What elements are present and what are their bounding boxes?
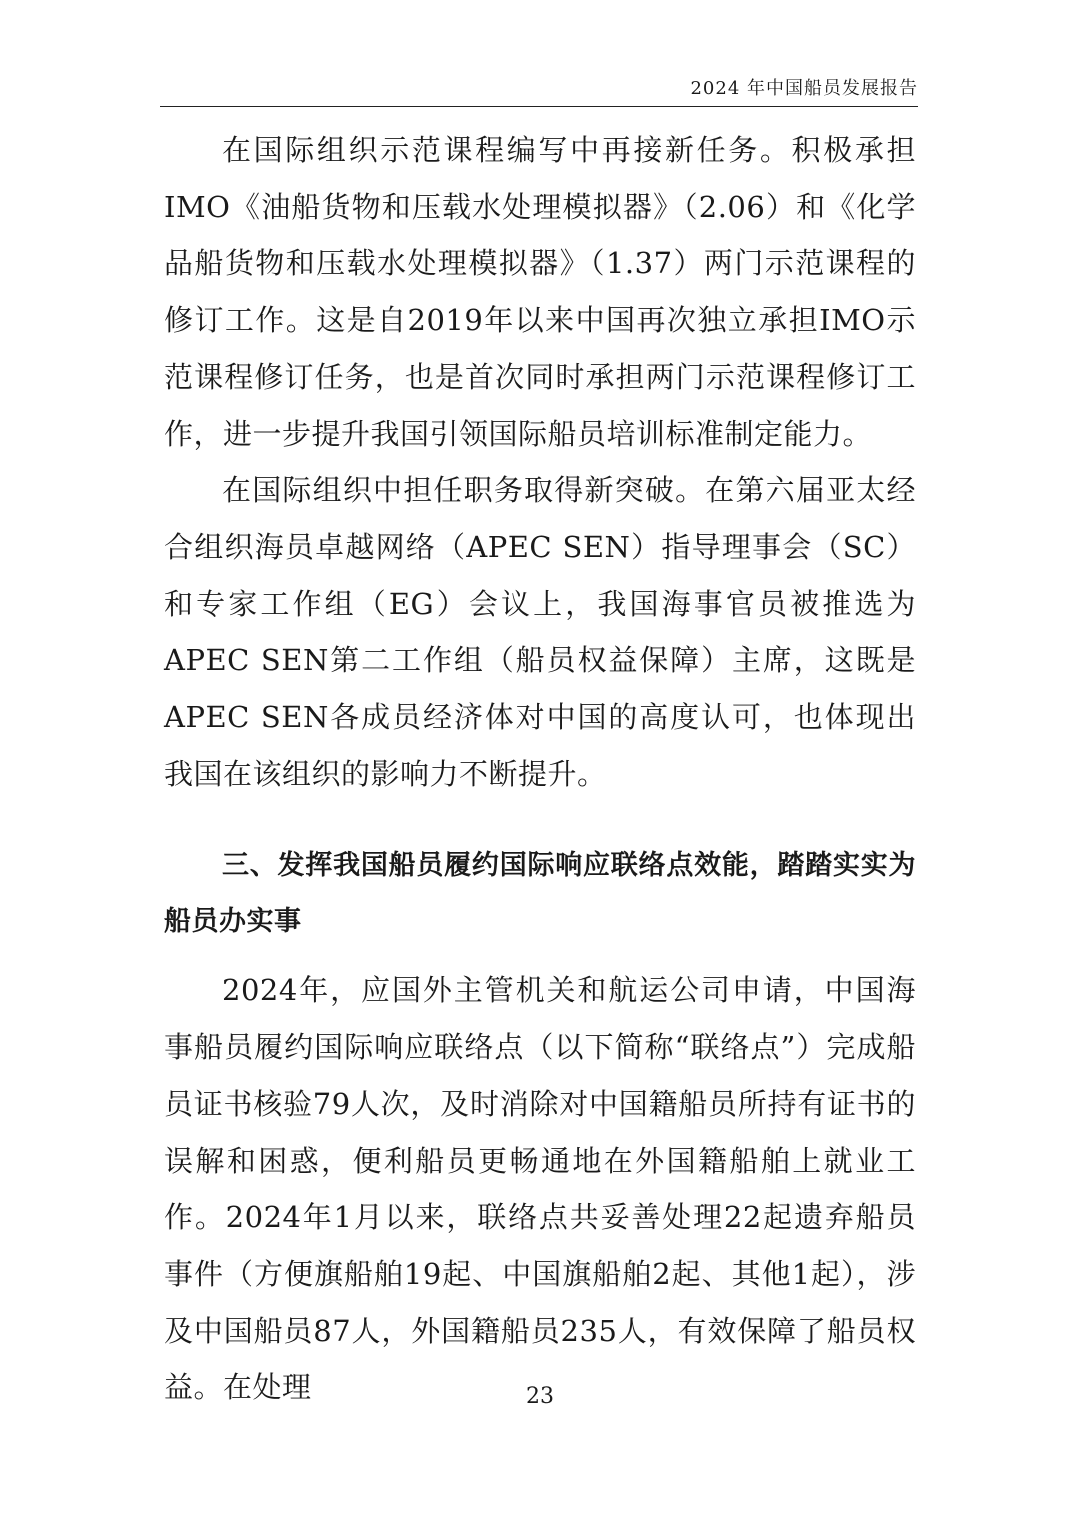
running-title: 2024 年中国船员发展报告	[690, 78, 918, 99]
body-text	[164, 122, 916, 1416]
paragraph-contact-point: 2024年，应国外主管机关和航运公司申请，中国海事船员履约国际响应联络点（以下简称“联络点”）完成船员证书核验79人次，及时消除对中国籍船员所持有证书的误解和困惑，便利船员更畅通地在外国籍船舶上就业工作。2024年1月以来，联络点共妥善处理22起遗弃船员事件（方便旗船舶19起、中国旗船舶2起、其他1起），涉及中国船员87人，外国籍船员235人，有效保障了船员权益。在处理	[164, 973, 916, 1405]
page-number: 23	[526, 1384, 554, 1409]
paragraph-imo-model-course: 在国际组织示范课程编写中再接新任务。积极承担IMO《油船货物和压载水处理模拟器》（2.06）和《化学品船货物和压载水处理模拟器》（1.37）两门示范课程的修订工作。这是自2019年以来中国再次独立承担IMO示范课程修订任务，也是首次同时承担两门示范课程修订工作，进一步提升我国引领国际船员培训标准制定能力。	[164, 133, 916, 451]
section-heading: 三、发挥我国船员履约国际响应联络点效能，踏踏实实为船员办实事	[164, 850, 916, 938]
running-header	[160, 74, 918, 104]
header-rule	[160, 106, 918, 107]
paragraph-apec-sen: 在国际组织中担任职务取得新突破。在第六届亚太经合组织海员卓越网络（APEC SEN）指导理事会（SC）和专家工作组（EG）会议上，我国海事官员被推选为APEC SEN第二工作组（船员权益保障）主席，这既是APEC SEN各成员经济体对中国的高度认可，也体现出我国在该组织的影响力不断提升。	[164, 473, 916, 791]
